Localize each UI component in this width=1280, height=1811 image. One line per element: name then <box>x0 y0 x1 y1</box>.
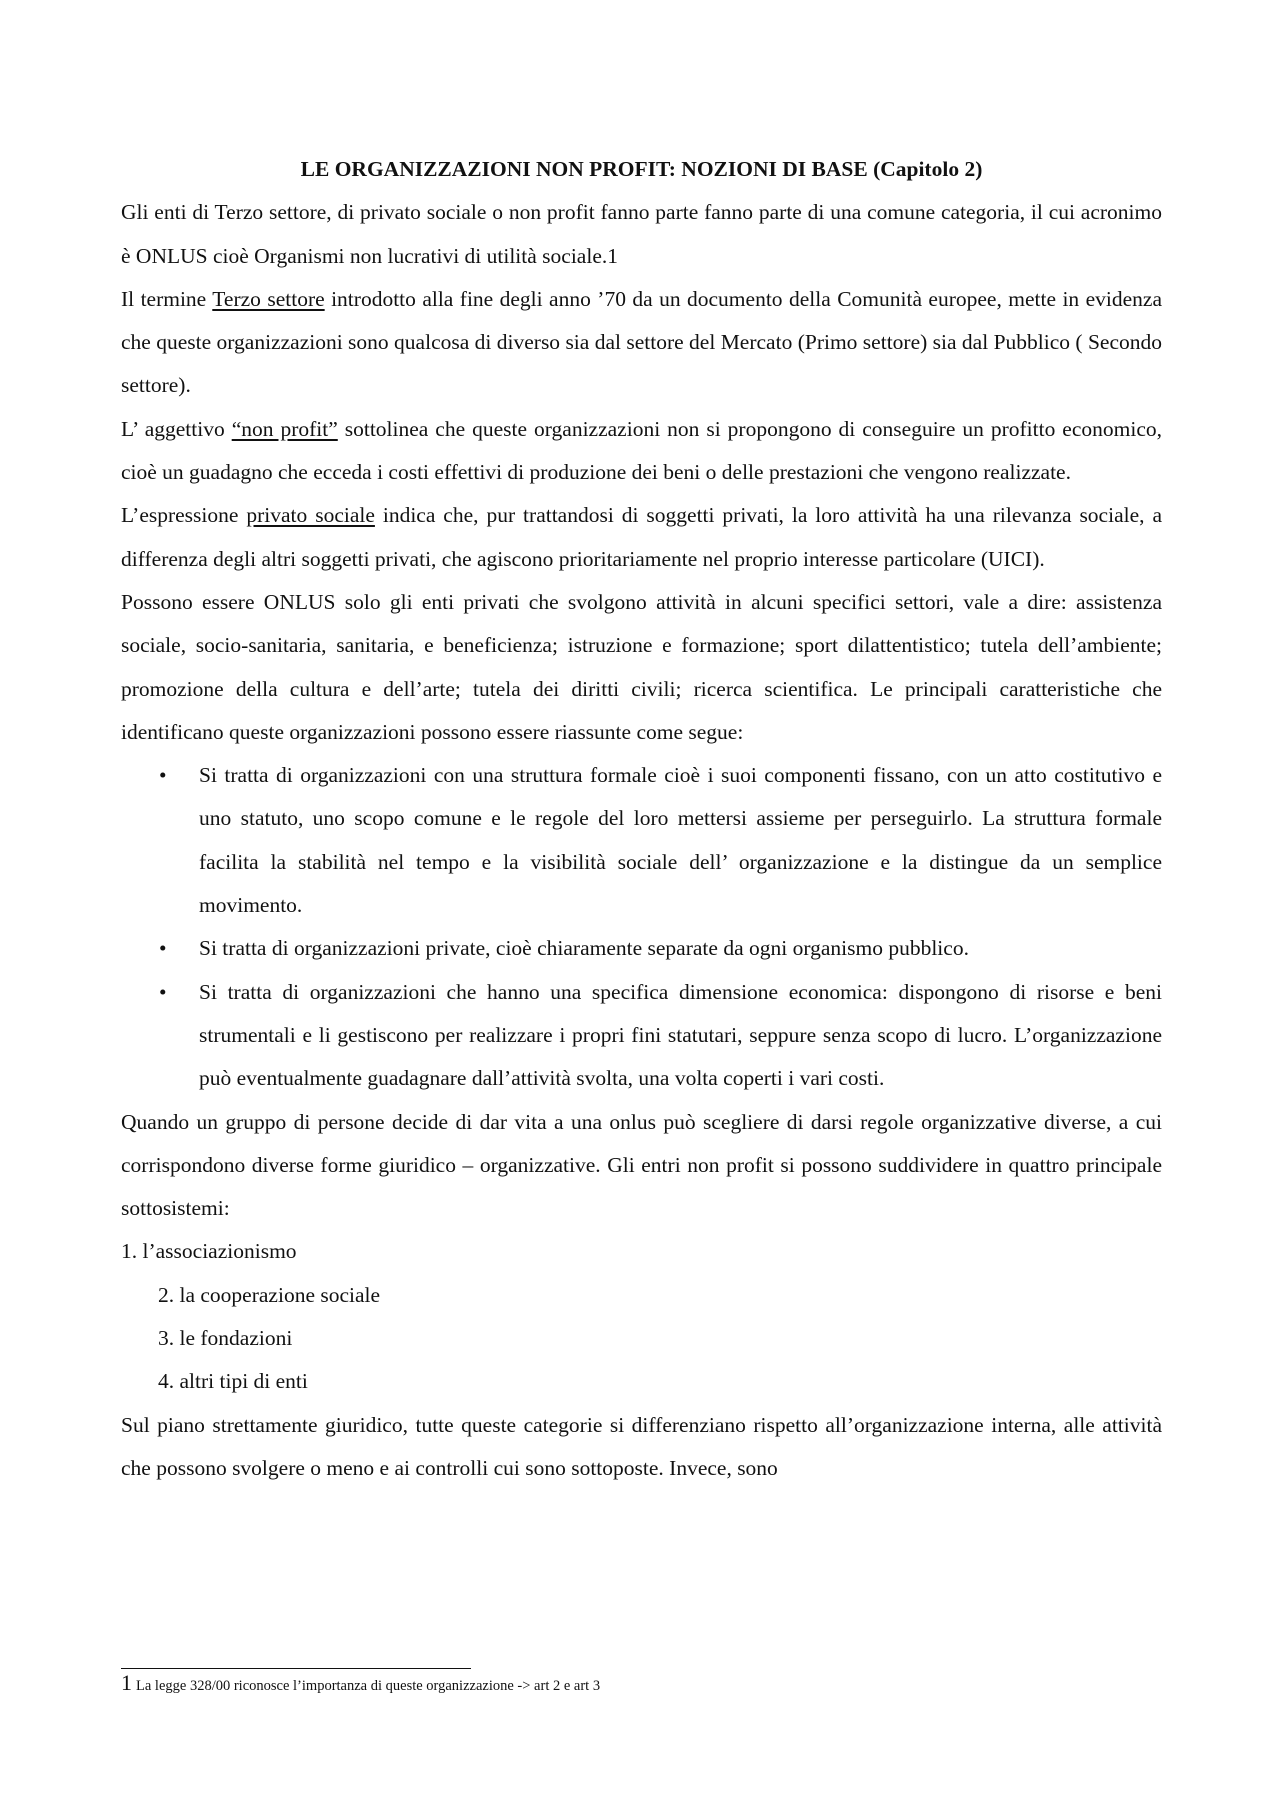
page-title: LE ORGANIZZAZIONI NON PROFIT: NOZIONI DI BASE (Capitolo 2) <box>300 157 983 181</box>
list-item: 1. l’associazionismo <box>121 1239 297 1264</box>
bullet-icon: • <box>159 763 167 788</box>
list-item: 4. altri tipi di enti <box>158 1369 308 1394</box>
bullet-text: Si tratta di organizzazioni che hanno una specifica dimensione economica: dispongono di risorse e beni strumentali e li gestiscono per realizzare i propri fini statutari, seppure senza scopo di lucro. L’organizzazione può eventualmente guadagnare dall’attività svolta, una volta coperti i vari costi. <box>199 979 1162 1091</box>
list-item: 2. la cooperazione sociale <box>158 1282 381 1307</box>
text-run: L’espressione <box>121 503 247 528</box>
paragraph-intro: Gli enti di Terzo settore, di privato sociale o non profit fanno parte fanno parte di una comune categoria, il cui acronimo è ONLUS cioè Organismi non lucrativi di utilità sociale.1 <box>121 200 1162 268</box>
footnote-text: La legge 328/00 riconosce l’importanza di queste organizzazione -> art 2 e art 3 <box>136 1678 601 1694</box>
text-run: L’ aggettivo <box>121 416 232 441</box>
bullet-list <box>121 754 1162 1100</box>
bullet-icon: • <box>159 979 167 1004</box>
list-item: 3. le fondazioni <box>158 1326 293 1351</box>
bullet-item <box>121 754 1162 927</box>
text-run: indica che, pur trattandosi di soggetti privati, la loro attività ha una rilevanza sociale, a differenza degli altri soggetti privati, che agiscono prioritariamente nel proprio interesse particolare (UICI). <box>121 503 1162 571</box>
underlined-term-non-profit: “non profit” <box>231 416 338 441</box>
paragraph-non-profit <box>121 408 1162 495</box>
underlined-term-terzo-settore: Terzo settore <box>212 286 325 311</box>
text-run: introdotto alla fine degli anno ’70 da un documento della Comunità europee, mette in evidenza che queste organizzazioni sono qualcosa di diverso sia dal settore del Mercato (Primo settore) sia dal Pubblico ( Secondo settore). <box>121 286 1163 398</box>
document-body <box>121 148 1162 1490</box>
text-run: Il termine <box>121 286 213 311</box>
footnote-divider <box>121 1668 471 1669</box>
paragraph-privato-sociale <box>121 494 1162 581</box>
bullet-icon: • <box>159 936 167 961</box>
paragraph-onlus-settori: Possono essere ONLUS solo gli enti privati che svolgono attività in alcuni specifici settori, vale a dire: assistenza sociale, socio-sanitaria, sanitaria, e beneficienza; istruzione e formazione; sport dilattentistico; tutela dell’ambiente; promozione della cultura e dell’arte; tutela dei diritti civili; ricerca scientifica. Le principali caratteristiche che identificano queste organizzazioni possono essere riassunte come segue: <box>121 589 1162 744</box>
underlined-term-privato-sociale: privato sociale <box>246 503 375 528</box>
bullet-text: Si tratta di organizzazioni con una struttura formale cioè i suoi componenti fissano, con un atto costitutivo e uno statuto, uno scopo comune e le regole del loro mettersi assieme per perseguirlo. La struttura formale facilita la stabilità nel tempo e la visibilità sociale dell’ organizzazione e la distingue da un semplice movimento. <box>199 763 1162 918</box>
paragraph-piano-giuridico: Sul piano strettamente giuridico, tutte queste categorie si differenziano rispetto all’organizzazione interna, alle attività che possono svolgere o meno e ai controlli cui sono sottoposte. Invece, sono <box>121 1412 1162 1480</box>
paragraph-terzo-settore <box>121 278 1162 408</box>
text-run: sottolinea che queste organizzazioni non si propongono di conseguire un profitto economico, cioè un guadagno che ecceda i costi effettivi di produzione dei beni o delle prestazioni che vengono realizzate. <box>121 416 1162 485</box>
paragraph-forme-giuridiche: Quando un gruppo di persone decide di dar vita a una onlus può scegliere di darsi regole organizzative diverse, a cui corrispondono diverse forme giuridico – organizzative. Gli entri non profit si possono suddividere in quattro principale sottosistemi: <box>121 1109 1162 1221</box>
footnote-number: 1 <box>121 1670 132 1695</box>
bullet-item <box>121 971 1162 1101</box>
bullet-item <box>121 927 1162 970</box>
footnote <box>121 1672 600 1697</box>
bullet-text: Si tratta di organizzazioni private, cioè chiaramente separate da ogni organismo pubblico. <box>199 936 969 961</box>
